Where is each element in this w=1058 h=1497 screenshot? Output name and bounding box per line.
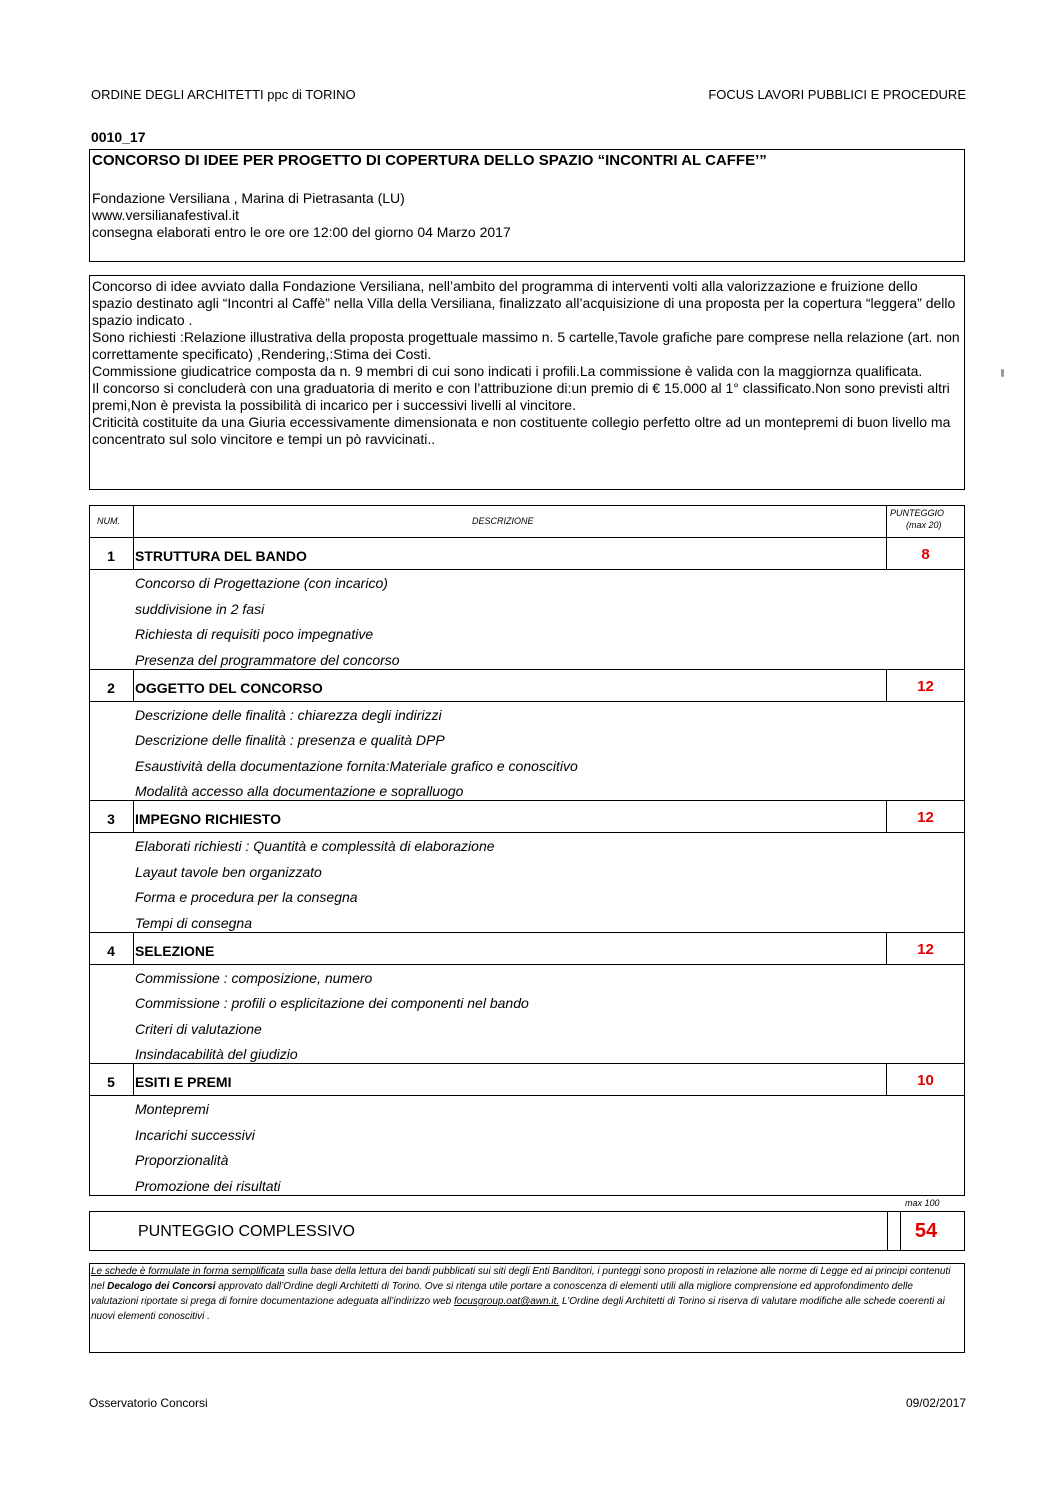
criterion-item: suddivisione in 2 fasi — [135, 600, 265, 617]
competition-info-box — [89, 149, 965, 262]
section-header-divider — [89, 569, 965, 570]
section-header-divider — [89, 701, 965, 702]
criterion-item: Presenza del programmatore del concorso — [135, 651, 400, 668]
criterion-item: Tempi di consegna — [135, 914, 253, 931]
criterion-item: Richiesta di requisiti poco impegnative — [135, 626, 374, 642]
info-deadline: consegna elaborati entro le ore ore 12:00 del giorno 04 Marzo 2017 — [92, 224, 511, 240]
criterion-item: Promozione dei risultati — [135, 1177, 281, 1194]
criterion-item: Layaut tavole ben organizzato — [135, 863, 322, 880]
section-top-divider — [89, 669, 965, 670]
section-header-divider — [89, 832, 965, 833]
section-number: 3 — [107, 811, 115, 827]
disclaimer-box — [89, 1263, 965, 1353]
col-header-score-max: (max 20) — [906, 520, 942, 530]
criterion-item: Criteri di valutazione — [135, 1020, 262, 1037]
info-website: www.versilianafestival.it — [92, 207, 240, 223]
competition-title: CONCORSO DI IDEE PER PROGETTO DI COPERTURA DELLO SPAZIO “INCONTRI AL CAFFE’” — [92, 152, 767, 169]
section-score: 12 — [917, 677, 934, 695]
total-score-box — [887, 1211, 965, 1251]
section-number: 1 — [107, 548, 115, 564]
section-score: 8 — [921, 546, 930, 563]
section-title: IMPEGNO RICHIESTO — [135, 811, 281, 827]
header-org: ORDINE DEGLI ARCHITETTI ppc di TORINO — [91, 87, 356, 102]
max-total-label: max 100 — [905, 1198, 940, 1208]
margin-mark — [1001, 369, 1004, 377]
col-header-score: PUNTEGGIO — [890, 508, 945, 518]
total-label-box — [89, 1211, 901, 1251]
disclaimer-decalogo: Decalogo dei Concorsi — [107, 1281, 216, 1292]
criterion-item: Esaustività della documentazione fornita:Materiale grafico e conoscitivo — [135, 757, 578, 774]
section-top-divider — [89, 932, 965, 933]
disclaimer-text — [91, 1264, 958, 1324]
section-score: 12 — [917, 940, 934, 958]
header-section: FOCUS LAVORI PUBBLICI E PROCEDURE — [708, 87, 966, 102]
section-title: SELEZIONE — [135, 942, 215, 959]
disclaimer-part-3: L’Ordine degli Architetti di Torino si riserva di valutare modifiche alle schede coerenti ai nuovi elementi conoscitivi . — [91, 1296, 945, 1322]
section-num-divider — [133, 932, 134, 964]
col-header-description: DESCRIZIONE — [472, 516, 534, 526]
criterion-item: Insindacabilità del giudizio — [135, 1046, 298, 1062]
description-text: Concorso di idee avviato dalla Fondazione Versiliana, nell’ambito del programma di interventi volti alla valorizzazione e fruizione dello spazio destinato agli “Incontri al Caffè” nella Villa della Versiliana, finalizzato all’acquisizione di una proposta per la copertura “leggera” dello spazio indicato . Sono richiesti :Relazione illustrativa della proposta progettuale massimo n. 5 cartelle,Tavole grafiche pare comprese nella relazione (art. non correttamente specificato) ,Rendering,:Stima dei Costi. Commissione giudicatrice composta da n. 9 membri di cui sono indicati i profili.La commissione è valida con la maggiornza qualificata. Il concorso si concluderà con una graduatoria di merito e con l’attribuzione di:un premio di € 15.000 al 1° classificato.Non sono previsti altri premi,Non è prevista la possibilità di incarico per i successivi livelli al vincitore. Criticità costituite da una Giuria eccessivamente dimensionata e non costituente collegio perfetto oltre ad un montepremi di buon livello ma concentrato sul solo vincitore e tempi un pò ravvicinati.. — [92, 278, 960, 447]
table-header-divider — [89, 537, 965, 538]
section-number: 5 — [107, 1074, 115, 1090]
total-score: 54 — [914, 1220, 938, 1242]
disclaimer-part-1: sulla base della lettura dei bandi pubblicati sui siti degli Enti Banditori, i punteggi sono proposti in relazione alle norme di Legge ed ai principi contenuti nel — [91, 1266, 951, 1292]
document-code: 0010_17 — [91, 129, 146, 145]
section-header-divider — [89, 1095, 965, 1096]
criterion-item: Modalità accesso alla documentazione e sopralluogo — [135, 783, 464, 799]
footer-date: 09/02/2017 — [905, 1396, 966, 1410]
section-score: 10 — [917, 1072, 934, 1089]
section-num-divider — [133, 800, 134, 832]
section-number: 2 — [107, 679, 115, 696]
disclaimer-part-2: approvato dall’Ordine degli Architetti di Torino. Ove si ritenga utile portare a conoscenza di elementi utili alla migliore comprensione ed approfondimento delle valutazioni riportate si prega di fornire documentazione adeguata all’indirizzo web — [91, 1281, 913, 1307]
section-title: OGGETTO DEL CONCORSO — [135, 679, 323, 696]
criterion-item: Descrizione delle finalità : presenza e qualità DPP — [135, 732, 445, 748]
info-organizer: Fondazione Versiliana , Marina di Pietrasanta (LU) — [92, 190, 405, 206]
section-score: 12 — [917, 809, 934, 826]
criterion-item: Concorso di Progettazione (con incarico) — [135, 575, 388, 591]
description-box — [89, 275, 965, 490]
section-number: 4 — [107, 942, 115, 959]
criterion-item: Incarichi successivi — [135, 1126, 255, 1143]
section-num-divider — [133, 669, 134, 701]
criterion-item: Commissione : composizione, numero — [135, 969, 373, 986]
section-header-divider — [89, 964, 965, 965]
disclaimer-lead: Le schede è formulate in forma semplificata — [91, 1266, 285, 1277]
col-header-num: NUM. — [97, 516, 120, 526]
total-label: PUNTEGGIO COMPLESSIVO — [138, 1223, 355, 1240]
email-link[interactable]: focusgroup.oat@awn.it. — [454, 1296, 560, 1307]
criterion-item: Commissione : profili o esplicitazione dei componenti nel bando — [135, 995, 529, 1011]
criterion-item: Montepremi — [135, 1101, 209, 1117]
section-top-divider — [89, 1063, 965, 1064]
section-num-divider — [133, 1063, 134, 1095]
criterion-item: Elaborati richiesti : Quantità e complessità di elaborazione — [135, 838, 495, 854]
criterion-item: Descrizione delle finalità : chiarezza degli indirizzi — [135, 706, 442, 723]
section-top-divider — [89, 800, 965, 801]
section-title: STRUTTURA DEL BANDO — [135, 548, 307, 564]
footer-left: Osservatorio Concorsi — [89, 1396, 208, 1410]
criterion-item: Proporzionalità — [135, 1152, 229, 1168]
section-num-divider — [133, 537, 134, 569]
section-title: ESITI E PREMI — [135, 1074, 232, 1090]
criterion-item: Forma e procedura per la consegna — [135, 889, 358, 905]
